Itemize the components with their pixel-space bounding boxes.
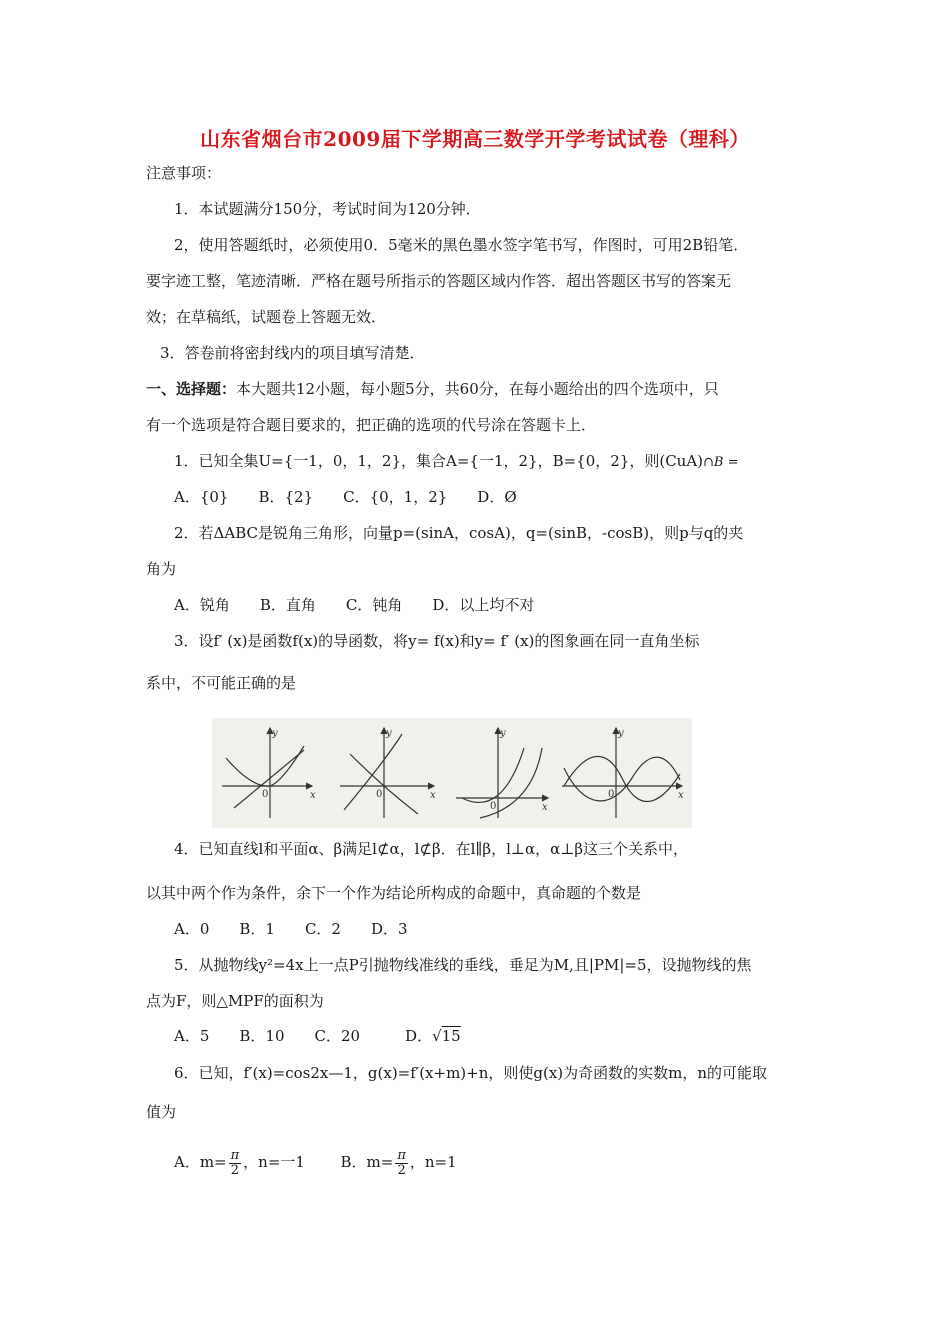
graph-c-x-label: x xyxy=(542,802,548,813)
q2-stem-cont: 角为 xyxy=(146,560,177,578)
q3-graphs-figure xyxy=(212,718,692,828)
graph-d xyxy=(562,728,682,818)
graph-a xyxy=(222,728,312,818)
q2-options: A．锐角 B．直角 C．钝角 D．以上均不对 xyxy=(174,596,535,614)
q4-stem: 4．已知直线l和平面α、β满足l⊄α，l⊄β．在l∥β，l⊥α，α⊥β这三个关系中， xyxy=(174,840,689,858)
graph-a-x-label: x xyxy=(310,790,316,801)
q5-stem-cont: 点为F，则△MPF的面积为 xyxy=(146,992,324,1010)
q4-options: A．0 B．1 C．2 D．3 xyxy=(174,920,408,938)
note-2-cont2: 效；在草稿纸，试题卷上答题无效． xyxy=(146,308,387,326)
q5-options-text: A．5 B．10 C．20 D． xyxy=(174,1027,433,1045)
q1-options: A．{0} B．{2} C．{0，1，2} D．Ø xyxy=(174,488,517,506)
graph-d-x-label: x xyxy=(678,790,684,801)
q6-option-a-numerator: π xyxy=(230,1147,240,1163)
graph-d-y-label: y xyxy=(618,728,624,739)
graph-b xyxy=(340,728,434,818)
graph-a-origin: 0 xyxy=(262,789,269,800)
graph-d-origin: 0 xyxy=(608,789,615,800)
graph-b-origin: 0 xyxy=(376,789,383,800)
q2-stem: 2．若ΔABC是锐角三角形，向量p=(sinA，cosA)，q=(sinB，-cosB)，则p与q的夹 xyxy=(174,524,744,542)
sqrt-sign: √ xyxy=(432,1027,442,1045)
q6-option-a-denominator: 2 xyxy=(230,1162,240,1178)
q6-stem-cont: 值为 xyxy=(146,1103,177,1121)
q3-graphs-svg xyxy=(212,718,692,828)
sqrt-argument: 15 xyxy=(441,1027,461,1045)
q1-stem-tail: ∩B = xyxy=(703,455,739,470)
graph-a-y-label: y xyxy=(272,728,278,739)
section-label: 一、选择题： xyxy=(146,380,237,398)
q5-stem: 5．从抛物线y²=4x上一点P引抛物线准线的垂线，垂足为M,且|PM|=5，设抛物线的焦 xyxy=(174,956,752,974)
q6-option-b-suffix: ，n=1 xyxy=(409,1153,457,1171)
q1-stem xyxy=(174,451,739,473)
q6-option-a-prefix: A．m= xyxy=(174,1153,227,1171)
graph-b-y-label: y xyxy=(386,728,392,739)
q6-option-b-fraction xyxy=(395,1149,408,1178)
q1-stem-text: 1．已知全集U={一1，0，1，2}，集合A={一1，2}，B={0，2}，则(CuA) xyxy=(174,452,704,470)
q6-option-b-prefix: B．m= xyxy=(340,1153,394,1171)
notice-heading: 注意事项： xyxy=(146,164,222,182)
exam-title: 山东省烟台市2009届下学期高三数学开学考试试卷（理科） xyxy=(200,127,750,151)
q6-option-b-numerator: π xyxy=(397,1147,406,1163)
graph-c-y-label: y xyxy=(500,728,506,739)
graph-c-origin: 0 xyxy=(490,801,497,812)
q4-stem-cont: 以其中两个作为条件，余下一个作为结论所构成的命题中，真命题的个数是 xyxy=(146,884,642,902)
q6-options xyxy=(174,1142,457,1182)
q6-option-a-fraction xyxy=(229,1149,242,1178)
note-2: 2，使用答题纸时，必须使用0．5毫米的黑色墨水签字笔书写，作图时，可用2B铅笔． xyxy=(174,236,749,254)
note-1: 1．本试题满分150分，考试时间为120分钟． xyxy=(174,200,481,218)
section-text: 本大题共12小题，每小题5分，共60分，在每小题给出的四个选项中，只 xyxy=(236,380,719,398)
graph-b-x-label: x xyxy=(430,790,436,801)
q5-options xyxy=(174,1026,461,1046)
q6-stem: 6．已知，f′(x)=cos2x—1，g(x)=f′(x+m)+n，则使g(x)为奇函数的实数m，n的可能取 xyxy=(174,1064,768,1082)
section-1-intro-cont: 有一个选项是符合题目要求的，把正确的选项的代号涂在答题卡上． xyxy=(146,416,597,434)
note-2-cont: 要字迹工整，笔迹清晰．严格在题号所指示的答题区域内作答．超出答题区书写的答案无 xyxy=(146,272,732,290)
q6-option-b-denominator: 2 xyxy=(397,1162,406,1178)
graph-c xyxy=(456,728,548,818)
section-1-intro xyxy=(146,379,719,399)
q3-stem: 3．设f′ (x)是函数f(x)的导函数，将y= f(x)和y= f′ (x)的图象画在同一直角坐标 xyxy=(174,632,700,650)
note-3: 3．答卷前将密封线内的项目填写清楚． xyxy=(160,344,425,362)
q3-stem-cont: 系中，不可能正确的是 xyxy=(146,674,297,692)
q6-option-a-suffix: ，n=一1 xyxy=(243,1153,305,1171)
